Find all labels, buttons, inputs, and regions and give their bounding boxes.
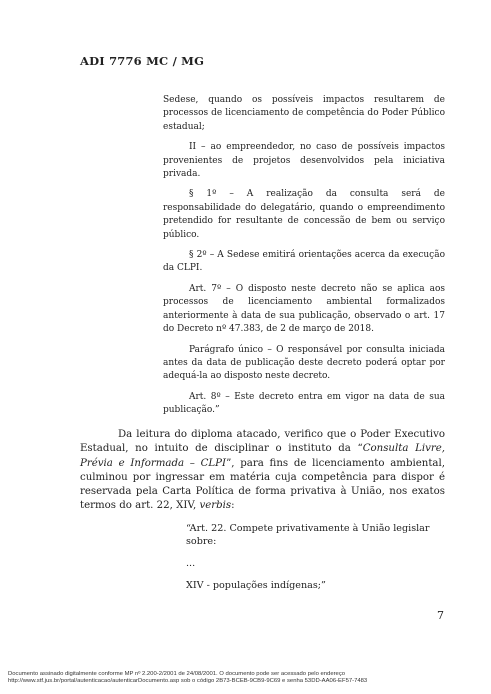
quoted-decree-text	[163, 94, 445, 425]
page-number: 7	[437, 609, 444, 622]
body-text-part: Da leitura do diploma atacado, verifico que o Poder Executivo Estadual, no intuito de disciplinar o instituto da “	[80, 429, 445, 455]
document-header: ADI 7776 MC / MG	[80, 54, 205, 68]
body-italic-verbis: verbis	[199, 500, 232, 512]
footer-line: http://www.stf.jus.br/portal/autenticacao/autenticarDocumento.asp sob o código 2B73-BCEB-9CB9-9C69 e senha 53DD-AA06-EF57-7483	[8, 678, 368, 685]
constitution-citation	[186, 522, 456, 601]
quote-paragraph: Art. 7º – O disposto neste decreto não se aplica aos processos de licenciamento ambiental formalizados anteriormente à data de sua publicação, observado o art. 17 do Decreto nº 47.383, de 2 de março de 2018.	[163, 283, 445, 335]
quote-paragraph: § 2º – A Sedese emitirá orientações acerca da execução da CLPI.	[163, 250, 445, 274]
citation-line: “Art. 22. Compete privativamente à União legislar sobre:	[186, 523, 430, 547]
quote-paragraph: Parágrafo único – O responsável por consulta iniciada antes da data de publicação deste decreto poderá optar por adequá-la ao disposto neste decreto.	[163, 344, 445, 382]
body-italic-term: Consulta Livre, Prévia e Informada – CLPI	[80, 443, 445, 469]
quote-paragraph: II – ao empreendedor, no caso de possíveis impactos provenientes de projetos desenvolvidos pela iniciativa privada.	[163, 142, 445, 180]
digital-signature-footer	[8, 671, 488, 686]
quote-paragraph: Sedese, quando os possíveis impactos resultarem de processos de licenciamento de competência do Poder Público estadual;	[163, 95, 445, 132]
body-text-part: ”, para fins de licenciamento ambiental, culminou por ingressar em matéria cuja competência para dispor é reservada pela Carta Política de forma privativa à União, nos exatos termos do art. 22, XIV,	[80, 457, 445, 512]
quote-paragraph: § 1º – A realização da consulta será de responsabilidade do delegatário, quando o empreendimento pretendido for resultante de concessão de bem ou serviço público.	[163, 189, 445, 240]
footer-line: Documento assinado digitalmente conforme MP nº 2.200-2/2001 de 24/08/2001. O documento pode ser acessado pelo endereço	[8, 671, 346, 677]
body-text-part: :	[231, 500, 235, 512]
citation-line: XIV - populações indígenas;”	[186, 580, 326, 591]
quote-paragraph: Art. 8º – Este decreto entra em vigor na data de sua publicação.”	[163, 391, 445, 416]
body-paragraph	[80, 428, 445, 514]
body-text	[80, 428, 445, 514]
citation-line: ...	[186, 558, 196, 569]
